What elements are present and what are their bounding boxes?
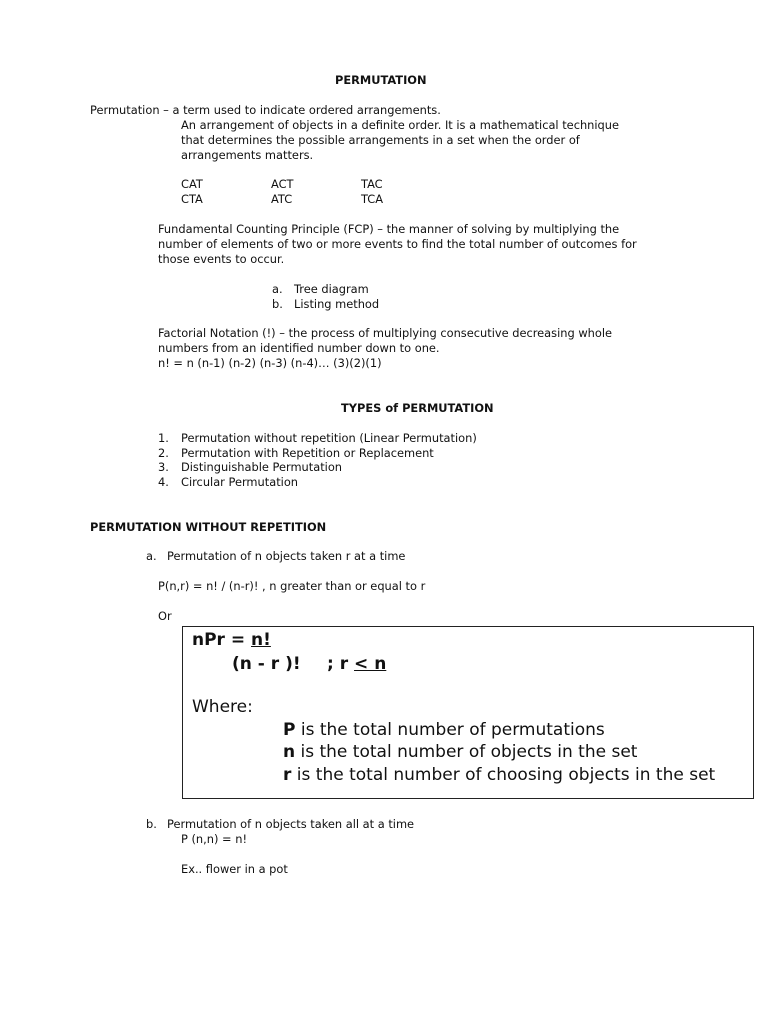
method-text: Listing method <box>294 297 380 311</box>
definition-lead: Permutation – a term used to indicate ordered arrangements. <box>90 103 441 117</box>
fcp-line: Fundamental Counting Principle (FCP) – the manner of solving by multiplying the <box>158 222 620 236</box>
definition-p-text: is the total number of permutations <box>295 720 605 740</box>
page-title: PERMUTATION <box>335 73 427 87</box>
definition-n-text: is the total number of objects in the set <box>295 742 638 762</box>
types-marker: 4. <box>158 475 169 489</box>
formula-denominator: (n - r )! <box>232 654 301 674</box>
arrangement-cell: TAC <box>361 177 383 191</box>
types-item: Distinguishable Permutation <box>181 460 343 474</box>
formula-condition-value: < n <box>354 654 387 674</box>
factorial-formula: n! = n (n-1) (n-2) (n-3) (n-4)… (3)(2)(1) <box>158 356 382 370</box>
definition-r <box>283 764 715 786</box>
types-heading: TYPES of PERMUTATION <box>341 401 494 415</box>
section-heading: PERMUTATION WITHOUT REPETITION <box>90 520 327 534</box>
arrangement-cell: CTA <box>181 192 203 206</box>
formula-condition <box>327 653 386 675</box>
part-b-formula: P (n,n) = n! <box>181 832 248 846</box>
formula-numerator: n! <box>251 630 271 650</box>
types-marker: 2. <box>158 446 169 460</box>
types-item: Permutation with Repetition or Replacement <box>181 446 434 460</box>
formula-condition-prefix: ; r <box>327 654 355 674</box>
part-b-marker: b. <box>146 817 157 831</box>
definition-p <box>283 719 605 741</box>
factorial-line: numbers from an identified number down to one. <box>158 341 440 355</box>
definition-line: arrangements matters. <box>181 148 314 162</box>
factorial-line: Factorial Notation (!) – the process of multiplying consecutive decreasing whole <box>158 326 612 340</box>
part-b-example: Ex.. flower in a pot <box>181 862 288 876</box>
types-marker: 1. <box>158 431 169 445</box>
method-marker: b. <box>272 297 283 311</box>
where-label: Where: <box>192 697 253 717</box>
arrangement-cell: ATC <box>271 192 293 206</box>
definition-r-text: is the total number of choosing objects in the set <box>291 765 716 785</box>
fcp-line: those events to occur. <box>158 252 285 266</box>
symbol-n: n <box>283 742 296 762</box>
definition-line: An arrangement of objects in a definite order. It is a mathematical technique <box>181 118 620 132</box>
formula-lhs: nPr = <box>192 630 252 650</box>
definition-line: that determines the possible arrangements in a set when the order of <box>181 133 580 147</box>
symbol-r: r <box>283 765 292 785</box>
definition-n <box>283 741 637 763</box>
arrangement-cell: CAT <box>181 177 203 191</box>
part-b-text: Permutation of n objects taken all at a time <box>167 817 415 831</box>
part-a-marker: a. <box>146 549 157 563</box>
arrangement-cell: ACT <box>271 177 294 191</box>
types-item: Permutation without repetition (Linear Permutation) <box>181 431 477 445</box>
method-text: Tree diagram <box>294 282 369 296</box>
formula-numerator-line <box>192 629 271 651</box>
fcp-line: number of elements of two or more events to find the total number of outcomes for <box>158 237 637 251</box>
types-marker: 3. <box>158 460 169 474</box>
or-label: Or <box>158 609 172 623</box>
method-marker: a. <box>272 282 283 296</box>
part-a-formula: P(n,r) = n! / (n-r)! , n greater than or equal to r <box>158 579 426 593</box>
types-item: Circular Permutation <box>181 475 299 489</box>
arrangement-cell: TCA <box>361 192 384 206</box>
symbol-p: P <box>283 720 296 740</box>
formula-box <box>182 626 754 799</box>
part-a-text: Permutation of n objects taken r at a time <box>167 549 406 563</box>
